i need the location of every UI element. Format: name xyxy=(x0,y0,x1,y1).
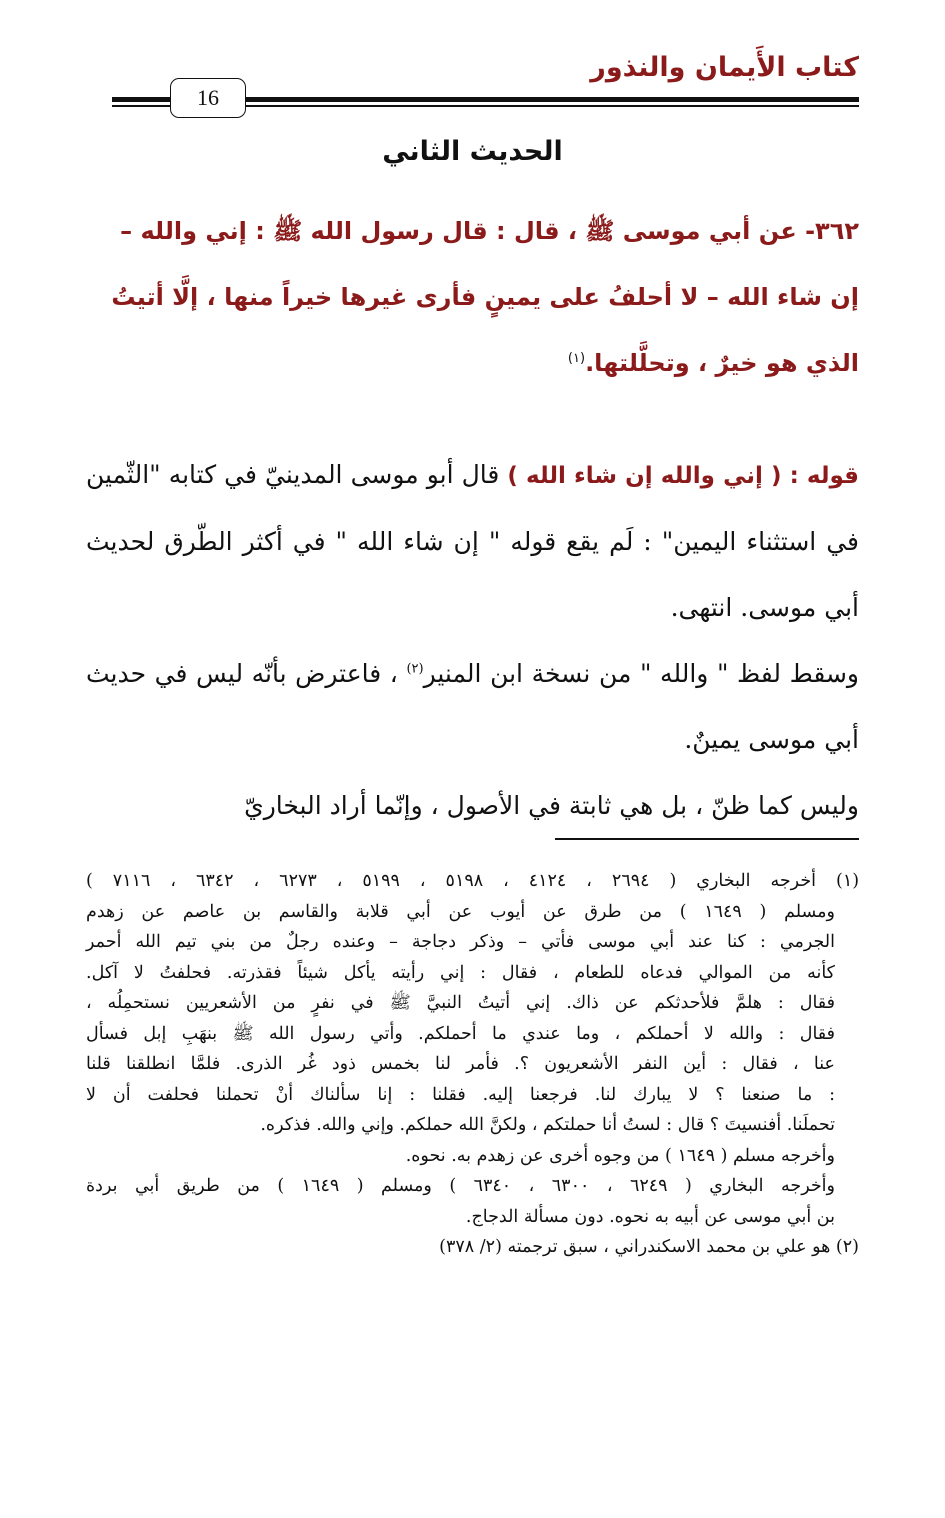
footnote-line: ومسلم ( ١٦٤٩ ) من طرق عن أيوب عن أبي قلابة والقاسم بن عاصم عن زهدم xyxy=(86,901,835,922)
commentary-paragraph-3: وليس كما ظنّ ، بل هي ثابتة في الأصول ، وإنّما أراد البخاريّ xyxy=(244,791,859,820)
footnote-line: فقال : والله لا أحملكم ، وما عندي ما أحملكم. وأتي رسول الله ﷺ بنهَبِ إبل فسأل xyxy=(86,1023,835,1044)
hadith-line-2: إن شاء الله – لا أحلفُ على يمينٍ فأرى غيرها خيراً منها ، إلَّا أتيتُ xyxy=(111,283,859,311)
hadith-block xyxy=(86,198,859,396)
footnote-separator xyxy=(555,838,859,840)
commentary-paragraph-2-part-2: ، فاعترض بأنّه ليس في حديث أبي موسى يمينٌ. xyxy=(86,659,859,754)
footnote-line: وأخرجه مسلم ( ١٦٤٩ ) من وجوه أخرى عن زهدم به. نحوه. xyxy=(405,1145,835,1166)
footnote-line: وأخرجه البخاري ( ٦٢٤٩ ، ٦٣٠٠ ، ٦٣٤٠ ) ومسلم ( ١٦٤٩ ) من طريق أبي بردة xyxy=(86,1176,835,1196)
footnote-ref-2: (٢) xyxy=(406,661,424,677)
commentary-paragraph-2 xyxy=(86,641,859,773)
running-header-title: كتاب الأَيمان والنذور xyxy=(590,52,859,83)
commentary-paragraph-1-text: قال أبو موسى المدينيّ في كتابه "الثّمين في استثناء اليمين" : لَم يقع قوله " إن شاء الله " في أكثر الطّرق لحديث أبي موسى. انتهى. xyxy=(86,460,859,622)
hadith-line-3-text: الذي هو خيرٌ ، وتحلَّلتها. xyxy=(585,349,859,377)
page-number: 16 xyxy=(170,78,246,118)
footnote-line: عنا ، فقال : أين النفر الأشعريون ؟. فأمر لنا بخمس ذود غُر الذرى. فلمَّا انطلقنا قلنا xyxy=(86,1054,835,1074)
footnote-line: (١) أخرجه البخاري ( ٢٦٩٤ ، ٤١٢٤ ، ٥١٩٨ ، ٥١٩٩ ، ٦٢٧٣ ، ٦٣٤٢ ، ٧١١٦ ) xyxy=(86,871,860,891)
footnotes-block xyxy=(86,866,859,1263)
commentary-paragraph-1 xyxy=(86,442,859,641)
commentary-block xyxy=(86,442,859,839)
footnote-ref-1: (١) xyxy=(567,351,586,366)
footnote-line: فقال : هلمَّ فلأحدثكم عن ذاك. إني أتيتُ النبيَّ ﷺ في نفرٍ من الأشعريين نستحمِلُه ، xyxy=(86,993,835,1013)
footnote-line: الجرمي : كنا عند أبي موسى فأتي – وذكر دجاجة – وعنده رجلٌ من بني تيم الله أحمر xyxy=(86,932,835,952)
hadith-line-3 xyxy=(86,330,859,396)
section-title: الحديث الثاني xyxy=(382,136,563,167)
hadith-line-1: ٣٦٢- عن أبي موسى ﷺ ، قال : قال رسول الله ﷺ : إني والله – xyxy=(120,217,859,245)
commentary-paragraph-2-part-1: وسقط لفظ " والله " من نسخة ابن المنير xyxy=(423,659,859,688)
footnote-line: (٢) هو علي بن محمد الاسكندراني ، سبق ترجمته (٢/ ٣٧٨) xyxy=(439,1237,859,1257)
commentary-lead-quote: قوله : ( إني والله إن شاء الله ) xyxy=(507,463,859,489)
footnote-line: كأنه من الموالي فدعاه للطعام ، فقال : إني رأيته يأكل شيئاً فقذرته. فحلفتُ لا آكل. xyxy=(86,962,835,983)
footnote-line: : ما صنعنا ؟ لا يبارك لنا. فرجعنا إليه. فقلنا : إنا سألناك أنْ تحملنا فحلفت أن لا xyxy=(86,1084,835,1105)
footnote-line: تحملَنا. أفنسيتَ ؟ قال : لستُ أنا حملتكم ، ولكنَّ الله حملكم. وإني والله. فذكره. xyxy=(260,1115,835,1135)
footnote-line: بن أبي موسى عن أبيه به نحوه. دون مسألة الدجاج. xyxy=(465,1206,835,1227)
